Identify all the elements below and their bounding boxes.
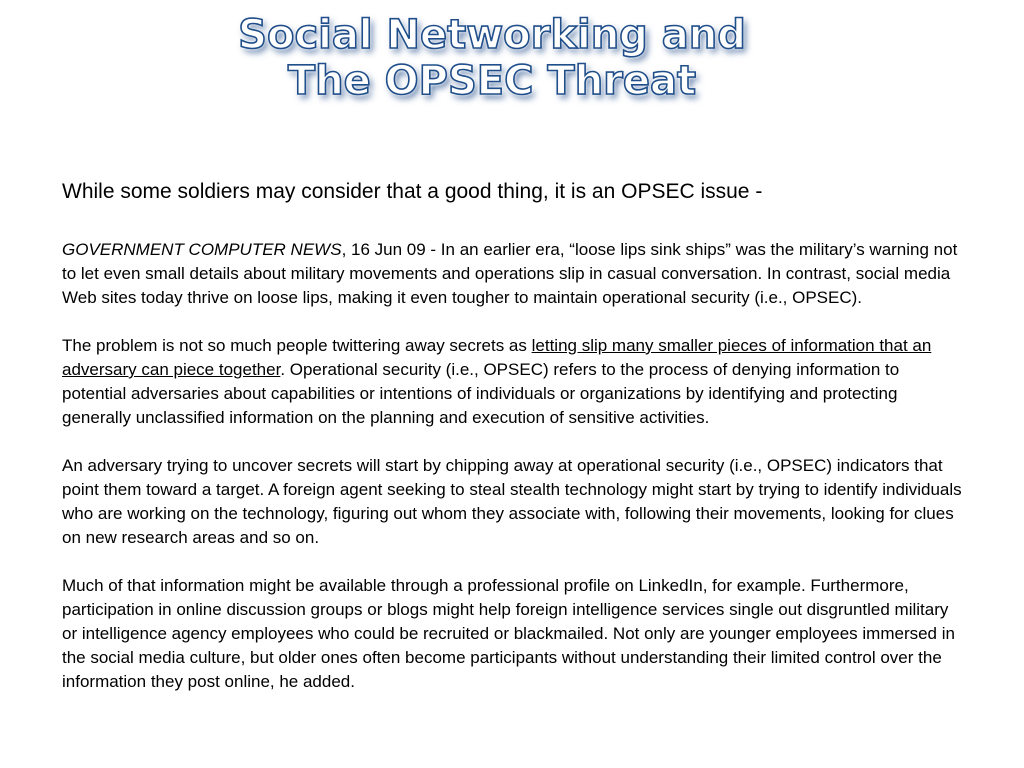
article-body <box>62 238 967 694</box>
intro-sentence: While some soldiers may consider that a good thing, it is an OPSEC issue - <box>62 180 763 203</box>
paragraph-1 <box>62 238 967 310</box>
paragraph-2-lead: The problem is not so much people twittering away secrets as <box>62 336 532 355</box>
paragraph-2 <box>62 334 967 430</box>
title-line-2: The OPSEC Threat <box>287 58 697 104</box>
paragraph-1-text: , 16 Jun 09 - In an earlier era, “loose lips sink ships” was the military’s warning not to let even small details about military movements and operations slip in casual conversation. In contrast, social media Web sites today thrive on loose lips, making it even tougher to maintain operational security (i.e., OPSEC). <box>62 240 958 307</box>
source-name: GOVERNMENT COMPUTER NEWS <box>62 240 342 259</box>
paragraph-3: An adversary trying to uncover secrets will start by chipping away at operational security (i.e., OPSEC) indicators that point them toward a target. A foreign agent seeking to steal stealth technology might start by trying to identify individuals who are working on the technology, figuring out whom they associate with, following their movements, looking for clues on new research areas and so on. <box>62 456 962 547</box>
slide-title <box>0 12 984 104</box>
paragraph-4: Much of that information might be available through a professional profile on LinkedIn, for example. Furthermore, participation in online discussion groups or blogs might help foreign intelligence services single out disgruntled military or intelligence agency employees who could be recruited or blackmailed. Not only are younger employees immersed in the social media culture, but older ones often become participants without understanding their limited control over the information they post online, he added. <box>62 576 955 691</box>
paragraph-2-rest: . Operational security (i.e., OPSEC) refers to the process of denying information to potential adversaries about capabilities or intentions of individuals or organizations by identifying and protecting generally unclassified information on the planning and execution of sensitive activities. <box>62 360 900 427</box>
underlined-phrase: letting slip many smaller pieces of information that an adversary can piece together <box>62 336 932 379</box>
title-line-1: Social Networking and <box>238 12 746 58</box>
